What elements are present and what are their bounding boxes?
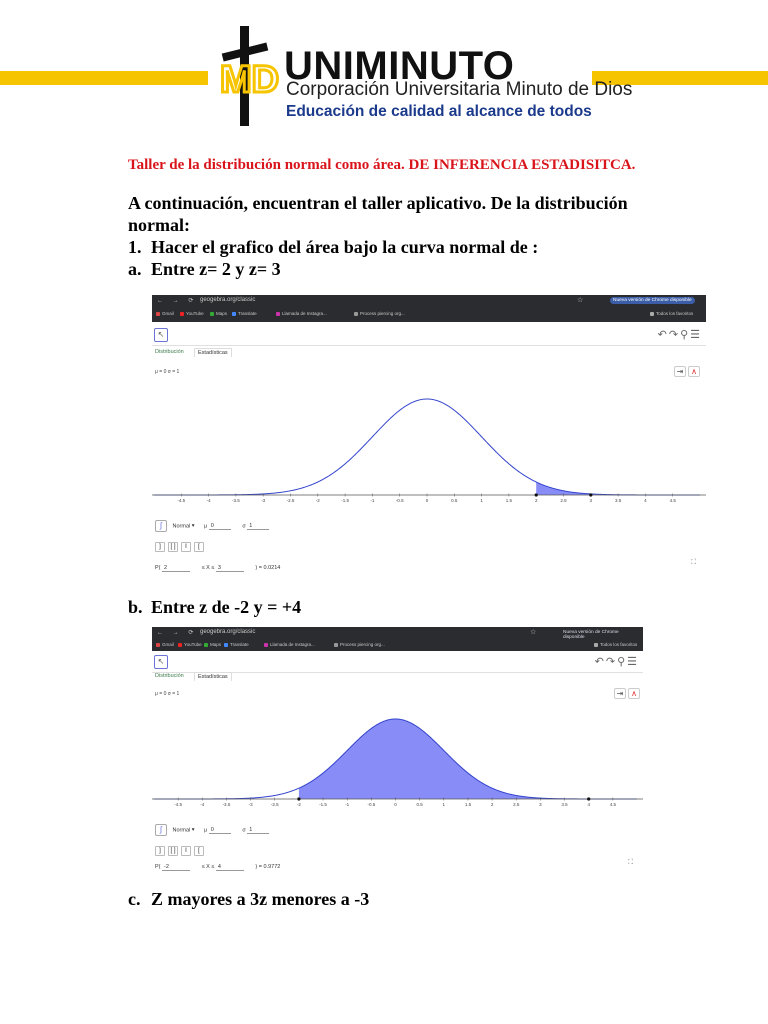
browser-chrome: [152, 627, 643, 651]
dropdown-arrow-icon[interactable]: ▾: [191, 827, 195, 834]
bookmark-star-icon[interactable]: ☆: [530, 629, 537, 636]
x-tick-label: 1: [442, 802, 446, 807]
x-tick-label: 0.5: [416, 802, 423, 807]
undo-redo-search-menu-icons[interactable]: ↶↷⚲☰: [594, 656, 639, 668]
logo-initials: MD: [220, 59, 280, 101]
item-a-letter: a.: [128, 259, 142, 279]
sigma-label: σ: [242, 523, 246, 530]
sigma-input[interactable]: 1: [247, 827, 269, 834]
nav-arrows-icon[interactable]: ← → ⟳: [157, 298, 198, 304]
x-tick-label: 3.5: [561, 802, 568, 807]
geogebra-tabs: [152, 347, 706, 358]
item-1-text: Hacer el grafico del área bajo la curva normal de :: [151, 237, 539, 257]
cumulative-toggle-icon[interactable]: ∫: [155, 520, 167, 532]
x-tick-label: 4: [644, 498, 647, 503]
x-tick-label: -1: [370, 498, 375, 503]
sigma-input[interactable]: 1: [247, 523, 269, 530]
mu-label: μ: [204, 827, 208, 834]
probability-row: [155, 864, 280, 871]
distribution-params-label: μ = 0 σ = 1: [155, 691, 180, 697]
prob-equals: ) =: [255, 565, 262, 571]
upper-bound-input[interactable]: 4: [216, 864, 244, 871]
interval-endpoint-marker[interactable]: [589, 493, 592, 496]
export-icon[interactable]: ⇥: [614, 688, 626, 699]
lower-bound-input[interactable]: 2: [162, 565, 190, 572]
x-tick-label: -4: [200, 802, 205, 807]
interval-endpoint-marker[interactable]: [587, 797, 590, 800]
prob-middle: ≤ X ≤: [201, 864, 215, 870]
item-b: [128, 596, 301, 618]
prob-equals: ) =: [255, 864, 262, 870]
geogebra-screenshot-a: [152, 295, 706, 578]
item-a: [128, 258, 281, 280]
x-tick-label: 2.5: [513, 802, 520, 807]
undo-redo-search-menu-icons[interactable]: ↶↷⚲☰: [657, 329, 702, 341]
interval-button[interactable]: [ ]: [168, 542, 178, 552]
url-bar[interactable]: geogebra.org/classic: [200, 297, 256, 303]
bookmark-instagram[interactable]: Llamada de Instagra...: [276, 311, 327, 316]
x-tick-label: -4.5: [177, 498, 186, 503]
x-tick-label: 1.5: [464, 802, 472, 807]
bookmark-gmail[interactable]: Gmail: [156, 642, 174, 647]
tab-statistics[interactable]: Estadísticas: [194, 348, 232, 357]
chrome-update-badge[interactable]: Nueva versión de Chrome disponible: [560, 629, 643, 641]
bookmark-youtube[interactable]: YouTube: [178, 642, 202, 647]
x-tick-label: 0: [394, 802, 397, 807]
x-tick-label: 1: [480, 498, 483, 503]
geogebra-tabs: [152, 671, 643, 682]
chrome-update-badge[interactable]: Nueva versión de Chrome disponible: [610, 297, 695, 304]
x-tick-label: 2: [490, 802, 494, 807]
geogebra-toolbar: [152, 326, 706, 346]
fullscreen-icon[interactable]: ⛶: [691, 559, 696, 566]
x-tick-label: 0.5: [451, 498, 458, 503]
x-tick-label: 1.5: [505, 498, 513, 503]
distribution-controls: [155, 520, 279, 532]
x-tick-label: -1: [345, 802, 350, 807]
bookmark-star-icon[interactable]: ☆: [577, 297, 584, 304]
x-tick-label: -2: [315, 498, 320, 503]
header-accent-bar-left: [0, 71, 208, 85]
two-tailed-button[interactable]: I: [181, 846, 191, 856]
fullscreen-icon[interactable]: ⛶: [628, 859, 633, 866]
x-tick-label: -3: [248, 802, 253, 807]
bookmark-folder-all[interactable]: Todos los favoritos: [650, 311, 693, 316]
browser-nav-bar: [152, 627, 643, 638]
institution-full-name: Corporación Universitaria Minuto de Dios: [286, 79, 633, 100]
probability-result: 0.0214: [263, 565, 281, 571]
intro-line-2: normal:: [128, 215, 190, 235]
prob-middle: ≤ X ≤: [201, 565, 215, 571]
export-icon[interactable]: ⇥: [674, 366, 686, 377]
bookmark-instagram[interactable]: Llamada de Instagra...: [264, 642, 315, 647]
right-sided-button[interactable]: [: [194, 846, 204, 856]
x-tick-label: -4: [206, 498, 211, 503]
probability-row: [155, 565, 280, 572]
x-tick-label: -1.5: [319, 802, 327, 807]
item-b-text: Entre z de -2 y = +4: [151, 597, 302, 617]
url-bar[interactable]: geogebra.org/classic: [200, 629, 256, 635]
bookmarks-bar: [152, 307, 706, 321]
x-tick-label: -2.5: [270, 802, 279, 807]
mu-input[interactable]: 0: [209, 523, 231, 530]
normal-distribution-chart-a: [152, 377, 706, 509]
right-sided-button[interactable]: [: [194, 542, 204, 552]
x-tick-label: -2: [296, 802, 301, 807]
x-tick-label: 4: [587, 802, 590, 807]
md-cross-logo-icon: [216, 22, 280, 132]
x-tick-label: 2.5: [560, 498, 567, 503]
prob-prefix: P(: [155, 565, 161, 571]
item-1: [128, 236, 538, 258]
shaded-probability-area: [299, 719, 589, 799]
x-tick-label: -0.5: [395, 498, 404, 503]
distribution-select[interactable]: Normal: [172, 523, 191, 530]
x-tick-label: 3.5: [614, 498, 622, 503]
x-tick-label: 0: [425, 498, 429, 503]
x-tick-label: -2.5: [286, 498, 295, 503]
overlay-normal-icon[interactable]: ∧: [628, 688, 640, 699]
bookmark-piercing[interactable]: Process piercing org...: [354, 311, 405, 316]
x-tick-label: -3: [261, 498, 266, 503]
browser-chrome: [152, 295, 706, 322]
item-c: [128, 888, 369, 910]
workshop-title: Taller de la distribución normal como área. DE INFERENCIA ESTADISITCA.: [128, 157, 636, 173]
x-tick-label: -3.5: [222, 802, 231, 807]
interval-button[interactable]: [ ]: [168, 846, 178, 856]
interval-endpoint-marker[interactable]: [535, 493, 538, 496]
item-c-text: Z mayores a 3z menores a -3: [151, 889, 370, 909]
intro-line-1: A continuación, encuentran el taller aplicativo. De la distribución: [128, 193, 628, 213]
lower-bound-input[interactable]: -2: [162, 864, 190, 871]
uniminuto-logo: [216, 22, 633, 132]
x-tick-label: -4.5: [174, 802, 183, 807]
upper-bound-input[interactable]: 3: [216, 565, 244, 572]
bookmark-folder-all[interactable]: Todos los favoritos: [594, 642, 637, 647]
graph-view-icons: [672, 366, 700, 377]
normal-curve-line: [154, 399, 700, 495]
bookmark-piercing[interactable]: Process piercing org...: [334, 642, 385, 647]
tab-distribution[interactable]: Distribución: [155, 673, 184, 679]
item-b-letter: b.: [128, 597, 143, 617]
bookmark-youtube[interactable]: YouTube: [180, 311, 204, 316]
prob-prefix: P(: [155, 864, 161, 870]
mu-label: μ: [204, 523, 208, 530]
tab-statistics[interactable]: Estadísticas: [194, 672, 232, 681]
geogebra-screenshot-b: [152, 627, 643, 873]
left-sided-button[interactable]: ]: [155, 542, 165, 552]
x-tick-label: 2: [534, 498, 538, 503]
bookmark-gmail[interactable]: Gmail: [156, 311, 174, 316]
item-1-number: 1.: [128, 237, 142, 257]
bookmark-maps[interactable]: Maps: [210, 311, 227, 316]
nav-arrows-icon[interactable]: ← → ⟳: [157, 630, 198, 636]
bookmarks-bar: [152, 638, 643, 652]
institution-slogan: Educación de calidad al alcance de todos: [286, 103, 592, 120]
x-tick-label: 4.5: [669, 498, 676, 503]
interval-endpoint-marker[interactable]: [297, 797, 300, 800]
dropdown-arrow-icon[interactable]: ▾: [191, 523, 195, 530]
move-tool-icon[interactable]: ↖: [154, 328, 168, 342]
x-tick-label: 4.5: [609, 802, 616, 807]
distribution-controls: [155, 824, 279, 836]
probability-result: 0.9772: [263, 864, 281, 870]
geogebra-toolbar: [152, 653, 643, 673]
x-tick-label: -0.5: [367, 802, 376, 807]
distribution-select[interactable]: Normal: [172, 827, 191, 834]
x-tick-label: 3: [589, 498, 593, 503]
item-a-text: Entre z= 2 y z= 3: [151, 259, 281, 279]
mu-input[interactable]: 0: [209, 827, 231, 834]
institution-name: UNIMINUTO: [284, 44, 515, 88]
browser-nav-bar: [152, 295, 706, 307]
sigma-label: σ: [242, 827, 246, 834]
two-tailed-button[interactable]: I: [181, 542, 191, 552]
bookmark-maps[interactable]: Maps: [204, 642, 221, 647]
distribution-params-label: μ = 0 σ = 1: [155, 369, 180, 375]
move-tool-icon[interactable]: ↖: [154, 655, 168, 669]
overlay-normal-icon[interactable]: ∧: [688, 366, 700, 377]
cumulative-toggle-icon[interactable]: ∫: [155, 824, 167, 836]
x-tick-label: 3: [539, 802, 542, 807]
left-sided-button[interactable]: ]: [155, 846, 165, 856]
x-tick-label: -3.5: [232, 498, 240, 503]
interval-buttons: [155, 846, 207, 856]
x-tick-label: -1.5: [341, 498, 349, 503]
interval-buttons: [155, 542, 207, 552]
normal-distribution-chart-b: [152, 697, 643, 813]
bookmark-translate[interactable]: Translate: [224, 642, 249, 647]
bookmark-translate[interactable]: Translate: [232, 311, 257, 316]
tab-distribution[interactable]: Distribución: [155, 349, 184, 355]
item-c-letter: c.: [128, 889, 141, 909]
